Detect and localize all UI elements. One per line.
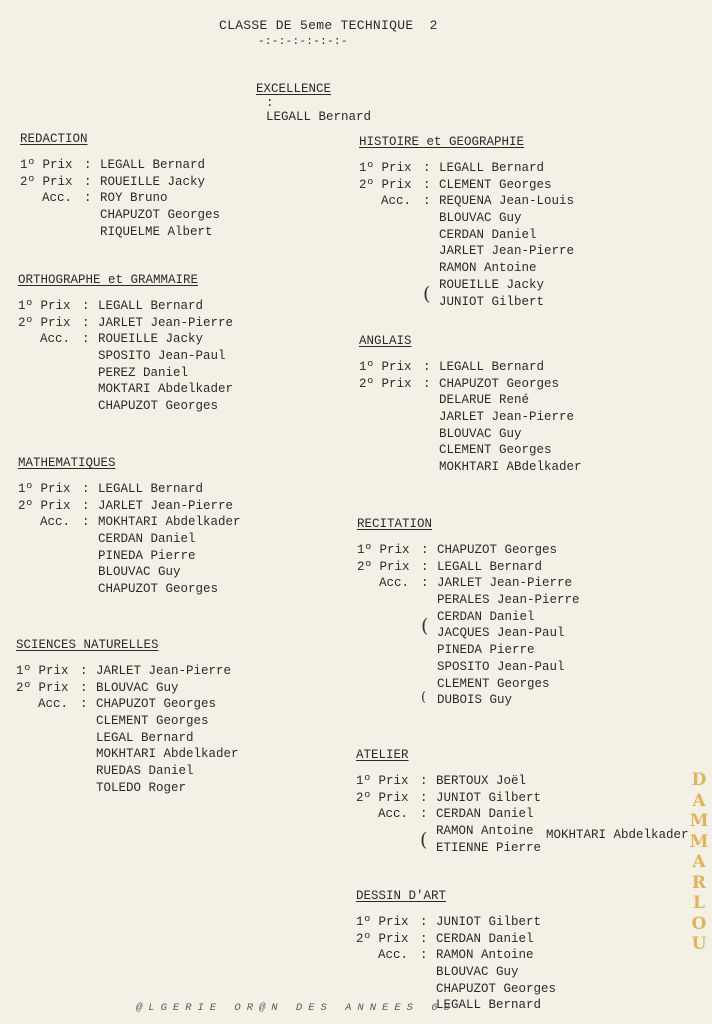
student-name: JARLET Jean-Pierre: [98, 315, 234, 330]
student-name: PEREZ Daniel: [98, 365, 189, 380]
student-name: CLEMENT Georges: [439, 443, 552, 458]
prize-row: [18, 481, 358, 498]
prize-row: [359, 210, 699, 227]
atelier-extra-name: MOKHTARI Abdelkader: [546, 828, 689, 842]
section-histoire-geographie: [359, 134, 699, 310]
student-name: LEGALL Bernard: [98, 482, 204, 496]
label-colon: :: [82, 482, 90, 496]
prize-row: [356, 840, 696, 857]
section-orthographe: [18, 272, 358, 415]
student-name: RAMON Antoine: [436, 824, 534, 839]
prize-row: [16, 663, 356, 680]
label-colon: :: [423, 360, 431, 374]
prize-row: [356, 790, 696, 807]
student-name: REQUENA Jean-Louis: [439, 194, 575, 209]
prize-row: [359, 260, 699, 277]
student-name: CHAPUZOT Georges: [96, 697, 217, 712]
section-title: ORTHOGRAPHE et GRAMMAIRE: [18, 273, 199, 287]
prize-list: [359, 359, 699, 476]
section-title: DESSIN D'ART: [356, 889, 447, 903]
student-name: PINEDA Pierre: [98, 548, 196, 563]
student-name: SPOSITO Jean-Paul: [98, 349, 226, 364]
prize-row: [16, 780, 356, 797]
label-colon: :: [82, 332, 90, 347]
label-colon: :: [420, 948, 428, 963]
student-name: CERDAN Daniel: [439, 227, 537, 242]
watermark-letter: M: [689, 831, 709, 852]
section-recitation: [357, 516, 697, 709]
prize-row: [356, 914, 696, 931]
prize-label: Acc.: [40, 515, 71, 530]
student-name: JACQUES Jean-Paul: [437, 626, 565, 641]
prize-label: 2º Prix: [18, 498, 71, 513]
prize-row: [357, 692, 697, 709]
student-name: DUBOIS Guy: [437, 693, 513, 708]
prize-row: [357, 575, 697, 592]
prize-row: [359, 294, 699, 311]
student-name: CERDAN Daniel: [436, 807, 534, 822]
prize-row: [359, 426, 699, 443]
prize-label: 2º Prix: [359, 177, 412, 192]
label-colon: :: [423, 161, 431, 175]
watermark-letter: A: [692, 790, 706, 811]
watermark-letter: O: [691, 913, 707, 934]
prize-label: Acc.: [378, 807, 409, 822]
label-colon: :: [82, 515, 90, 530]
prize-label: Acc.: [40, 332, 71, 347]
prize-row: [18, 315, 358, 332]
prize-label: 1º Prix: [18, 482, 71, 496]
student-name: LEGALL Bernard: [98, 299, 204, 313]
student-name: ROY Bruno: [100, 191, 168, 206]
student-name: JARLET Jean-Pierre: [96, 664, 232, 678]
prize-row: [18, 398, 358, 415]
watermark-letter: D: [691, 770, 707, 790]
watermark: [688, 770, 710, 955]
student-name: CHAPUZOT Georges: [436, 981, 557, 996]
prize-row: [16, 763, 356, 780]
prize-label: 1º Prix: [357, 543, 410, 557]
prize-row: [16, 746, 356, 763]
section-sciences-naturelles: [16, 637, 356, 797]
label-colon: :: [84, 191, 92, 206]
student-name: RIQUELME Albert: [100, 224, 213, 239]
student-name: TOLEDO Roger: [96, 780, 187, 795]
student-name: CLEMENT Georges: [437, 676, 550, 691]
prize-row: [16, 696, 356, 713]
prize-row: [357, 609, 697, 626]
prize-row: [18, 381, 358, 398]
watermark-letter: A: [692, 852, 706, 872]
section-title: REDACTION: [20, 132, 88, 146]
label-colon: :: [420, 931, 428, 946]
prize-row: [18, 298, 358, 315]
student-name: BLOUVAC Guy: [436, 965, 519, 980]
prize-row: [20, 224, 360, 241]
student-name: DELARUE René: [439, 393, 530, 408]
prize-label: 2º Prix: [359, 376, 412, 391]
prize-label: 2º Prix: [20, 174, 73, 189]
prize-label: Acc.: [379, 576, 410, 591]
prize-row: [359, 459, 699, 476]
prize-row: [18, 498, 358, 515]
prize-row: [357, 592, 697, 609]
prize-row: [357, 642, 697, 659]
section-title: MATHEMATIQUES: [18, 456, 116, 470]
student-name: CLEMENT Georges: [439, 177, 552, 192]
title-decoration: -:-:-:-:-:-:-: [258, 36, 348, 48]
prize-row: [18, 514, 358, 531]
student-name: LEGAL Bernard: [96, 730, 194, 745]
label-colon: :: [80, 680, 88, 695]
prize-row: [359, 376, 699, 393]
prize-row: [356, 981, 696, 998]
student-name: JARLET Jean-Pierre: [439, 244, 575, 259]
prize-row: [20, 190, 360, 207]
student-name: LEGALL Bernard: [100, 158, 206, 172]
prize-row: [359, 243, 699, 260]
student-name: ROUEILLE Jacky: [439, 277, 545, 292]
prize-row: [18, 581, 358, 598]
prize-list: [20, 157, 360, 240]
prize-row: [359, 193, 699, 210]
student-name: MOKHTARI Abdelkader: [96, 747, 239, 762]
prize-row: [20, 174, 360, 191]
prize-label: 1º Prix: [356, 774, 409, 788]
prize-list: [18, 481, 358, 598]
student-name: CERDAN Daniel: [98, 532, 196, 547]
student-name: BERTOUX Joël: [436, 774, 527, 788]
prize-label: 1º Prix: [359, 161, 412, 175]
student-name: CLEMENT Georges: [96, 714, 209, 729]
prize-row: [359, 359, 699, 376]
section-dessin-art: [356, 888, 696, 1014]
label-colon: :: [80, 697, 88, 712]
student-name: CHAPUZOT Georges: [100, 208, 221, 223]
student-name: SPOSITO Jean-Paul: [437, 659, 565, 674]
student-name: BLOUVAC Guy: [98, 565, 181, 580]
grouping-brace: (: [421, 690, 427, 706]
student-name: CHAPUZOT Georges: [98, 582, 219, 597]
label-colon: :: [84, 174, 92, 189]
student-name: ETIENNE Pierre: [436, 840, 542, 855]
student-name: JUNIOT Gilbert: [439, 294, 545, 309]
section-redaction: [20, 131, 360, 240]
student-name: JARLET Jean-Pierre: [437, 576, 573, 591]
student-name: LEGALL Bernard: [439, 360, 545, 374]
prize-row: [356, 773, 696, 790]
student-name: BLOUVAC Guy: [96, 680, 179, 695]
section-title: ANGLAIS: [359, 334, 412, 348]
prize-row: [359, 442, 699, 459]
label-colon: :: [82, 315, 90, 330]
label-colon: :: [423, 194, 431, 209]
label-colon: :: [420, 915, 428, 929]
prize-row: [18, 348, 358, 365]
prize-list: [356, 914, 696, 1014]
prize-row: [356, 931, 696, 948]
prize-label: 2º Prix: [356, 790, 409, 805]
student-name: JARLET Jean-Pierre: [439, 410, 575, 425]
prize-label: 2º Prix: [18, 315, 71, 330]
watermark-letter: U: [691, 934, 707, 954]
student-name: PINEDA Pierre: [437, 643, 535, 658]
prize-row: [359, 409, 699, 426]
prize-label: 1º Prix: [20, 158, 73, 172]
label-colon: :: [84, 158, 92, 172]
grouping-brace: (: [420, 829, 428, 852]
class-title: CLASSE DE 5eme TECHNIQUE 2: [219, 18, 438, 33]
prize-row: [359, 160, 699, 177]
prize-row: [357, 542, 697, 559]
student-name: LEGALL Bernard: [439, 161, 545, 175]
watermark-letter: L: [693, 893, 705, 913]
student-name: LEGALL Bernard: [437, 559, 543, 574]
prize-row: [356, 947, 696, 964]
student-name: JUNIOT Gilbert: [436, 915, 542, 929]
footer-text: @LGERIE OR@N DES ANNEES 60: [136, 1002, 456, 1014]
student-name: PERALES Jean-Pierre: [437, 593, 580, 608]
prize-label: 2º Prix: [357, 559, 410, 574]
label-colon: :: [420, 807, 428, 822]
prize-label: Acc.: [378, 948, 409, 963]
section-anglais: [359, 333, 699, 476]
prize-label: Acc.: [381, 194, 412, 209]
label-colon: :: [421, 559, 429, 574]
student-name: JUNIOT Gilbert: [436, 790, 542, 805]
prize-row: [359, 177, 699, 194]
student-name: CHAPUZOT Georges: [439, 376, 560, 391]
label-colon: :: [423, 376, 431, 391]
prize-label: 1º Prix: [359, 360, 412, 374]
student-name: LEGALL Bernard: [436, 998, 542, 1013]
student-name: RUEDAS Daniel: [96, 764, 194, 779]
grouping-brace: (: [421, 615, 429, 638]
label-colon: :: [421, 576, 429, 591]
prize-label: 1º Prix: [356, 915, 409, 929]
prize-row: [18, 365, 358, 382]
prize-list: [18, 298, 358, 415]
student-name: BLOUVAC Guy: [439, 211, 522, 226]
prize-row: [18, 564, 358, 581]
prize-list: [356, 773, 696, 856]
excellence-separator: :: [266, 96, 274, 110]
grouping-brace: (: [423, 283, 431, 306]
label-colon: :: [423, 177, 431, 192]
prize-row: [357, 676, 697, 693]
prize-label: 2º Prix: [16, 680, 69, 695]
label-colon: :: [82, 299, 90, 313]
label-colon: :: [421, 543, 429, 557]
student-name: CERDAN Daniel: [436, 931, 534, 946]
student-name: BLOUVAC Guy: [439, 426, 522, 441]
prize-row: [356, 806, 696, 823]
student-name: MOKHTARI ABdelkader: [439, 460, 582, 475]
prize-row: [357, 625, 697, 642]
student-name: CERDAN Daniel: [437, 609, 535, 624]
student-name: CHAPUZOT Georges: [437, 543, 558, 557]
prize-list: [16, 663, 356, 797]
section-title: HISTOIRE et GEOGRAPHIE: [359, 135, 525, 149]
section-title: ATELIER: [356, 748, 409, 762]
label-colon: :: [82, 498, 90, 513]
prize-label: 1º Prix: [18, 299, 71, 313]
prize-row: [357, 659, 697, 676]
prize-row: [18, 331, 358, 348]
student-name: JARLET Jean-Pierre: [98, 498, 234, 513]
watermark-letter: M: [689, 811, 709, 831]
prize-row: [20, 207, 360, 224]
section-title: RECITATION: [357, 517, 433, 531]
prize-row: [18, 531, 358, 548]
prize-row: [16, 680, 356, 697]
prize-row: [359, 392, 699, 409]
excellence-name: LEGALL Bernard: [266, 110, 372, 124]
student-name: CHAPUZOT Georges: [98, 399, 219, 414]
prize-row: [16, 713, 356, 730]
excellence-label: EXCELLENCE: [256, 82, 332, 96]
prize-row: [356, 964, 696, 981]
student-name: RAMON Antoine: [436, 948, 534, 963]
prize-row: [359, 277, 699, 294]
student-name: ROUEILLE Jacky: [100, 174, 206, 189]
prize-label: Acc.: [42, 191, 73, 206]
student-name: MOKTARI Abdelkader: [98, 382, 234, 397]
label-colon: :: [420, 774, 428, 788]
student-name: MOKHTARI Abdelkader: [98, 515, 241, 530]
label-colon: :: [420, 790, 428, 805]
prize-label: 2º Prix: [356, 931, 409, 946]
excellence-line: [226, 68, 371, 138]
prize-row: [16, 730, 356, 747]
prize-list: [359, 160, 699, 310]
prize-label: Acc.: [38, 697, 69, 712]
student-name: ROUEILLE Jacky: [98, 332, 204, 347]
prize-row: [18, 548, 358, 565]
label-colon: :: [80, 664, 88, 678]
prize-list: [357, 542, 697, 709]
section-mathematiques: [18, 455, 358, 598]
prize-row: [357, 559, 697, 576]
prize-label: 1º Prix: [16, 664, 69, 678]
section-title: SCIENCES NATURELLES: [16, 638, 159, 652]
prize-row: [359, 227, 699, 244]
prize-row: [20, 157, 360, 174]
watermark-letter: R: [691, 872, 707, 893]
student-name: RAMON Antoine: [439, 261, 537, 276]
